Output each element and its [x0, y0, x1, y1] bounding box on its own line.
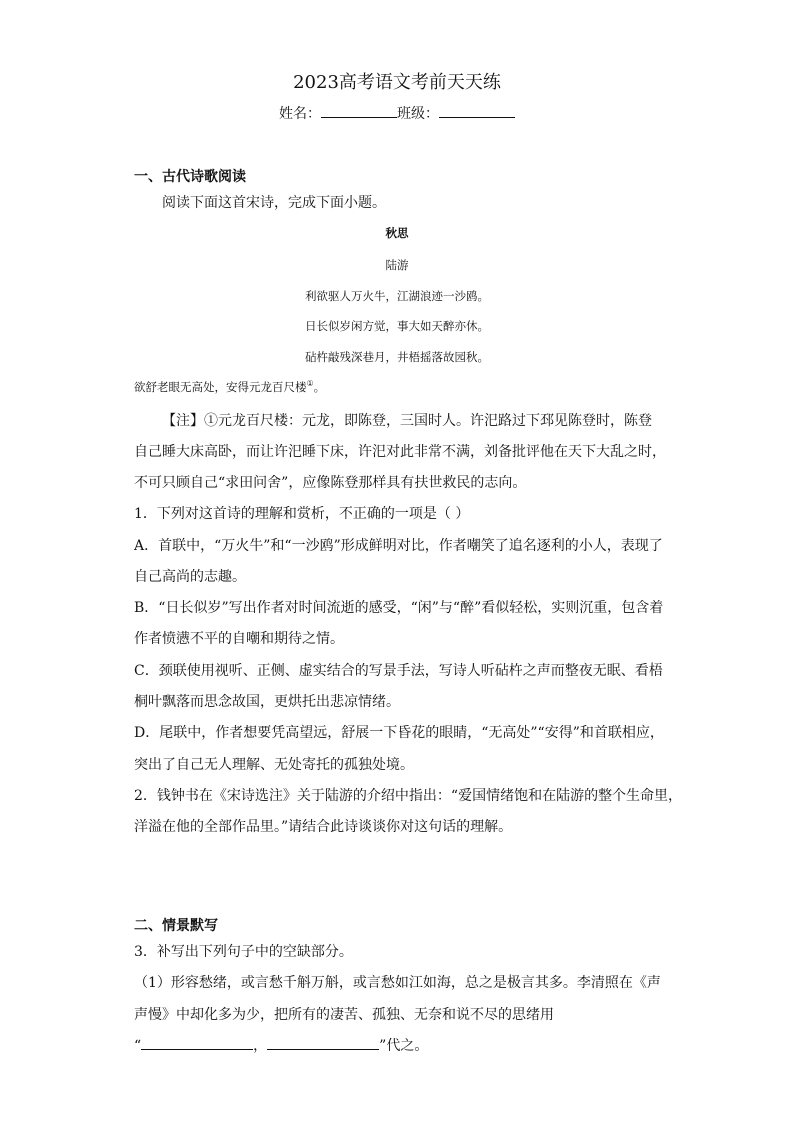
close-quote: ”代之。 [379, 1038, 429, 1054]
answer-blank-1[interactable] [141, 1035, 253, 1050]
question-3-1-line2: 声慢》中却化多为少，把所有的凄苦、孤独、无奈和说不尽的思绪用 [134, 1007, 554, 1023]
poem-line: 利欲驱人万火牛，江湖浪迹一沙鸥。 [305, 289, 489, 303]
note-line: 不可只顾自己“求田问舍”，应像陈登那样具有扶世救民的志向。 [134, 475, 527, 491]
option-c-line1: C．颈联使用视听、正侧、虚实结合的写景手法，写诗人听砧杵之声而整夜无眠、看梧 [134, 663, 663, 679]
name-blank [321, 103, 397, 118]
option-d-line1: D．尾联中，作者想要凭高望远，舒展一下昏花的眼睛，“无高处”“安得”和首联相应， [134, 725, 664, 741]
question-3-1-line1: （1）形容愁绪，或言愁千斛万斛，或言愁如江如海，总之是极言其多。李清照在《声 [134, 975, 661, 991]
note-line: 自己睡大床高卧，而让许汜睡下床，许汜对此非常不满，刘备批评他在天下大乱之时， [134, 444, 666, 460]
section-heading-dictation: 二、情景默写 [134, 918, 218, 934]
class-label: 班级： [397, 106, 439, 122]
poem-last-line [134, 379, 325, 395]
option-d-line2: 突出了自己无人理解、无处寄托的孤独处境。 [134, 757, 414, 773]
footnote-marker: ① [306, 379, 314, 389]
option-c-line2: 桐叶飘落而思念故国，更烘托出悲凉情绪。 [134, 694, 400, 710]
student-info-line [0, 103, 794, 123]
option-b-line2: 作者愤懑不平的自嘲和期待之情。 [134, 631, 344, 647]
answer-blank-2[interactable] [267, 1035, 379, 1050]
section-heading-poetry: 一、古代诗歌阅读 [134, 169, 246, 185]
name-label: 姓名： [279, 106, 321, 122]
open-quote: “ [134, 1038, 142, 1054]
poem-title: 秋思 [385, 226, 409, 240]
question-3-stem: 3．补写出下列句子中的空缺部分。 [134, 944, 353, 960]
poem-last-line-text: 欲舒老眼无高处，安得元龙百尺楼 [134, 380, 307, 394]
page-title: 2023高考语文考前天天练 [293, 72, 501, 93]
question-2-line1: 2．钱钟书在《宋诗选注》关于陆游的介绍中指出：“爱国情绪饱和在陆游的整个生命里， [134, 788, 683, 804]
poem-line: 砧杵敲残深巷月，井梧摇落故园秋。 [305, 350, 489, 364]
question-3-1-fill-line [134, 1035, 428, 1055]
question-2-line2: 洋溢在他的全部作品里。”请结合此诗谈谈你对这句话的理解。 [134, 819, 513, 835]
poem-line: 日长似岁闲方觉，事大如天醉亦休。 [305, 319, 489, 333]
separator: ， [253, 1038, 268, 1054]
section-intro: 阅读下面这首宋诗，完成下面小题。 [162, 195, 386, 211]
option-b-line1: B．“日长似岁”写出作者对时间流逝的感受，“闲”与“醉”看似轻松，实则沉重，包含着 [134, 600, 664, 616]
option-a-line1: A．首联中，“万火牛”和“一沙鸥”形成鲜明对比，作者嘲笑了追名逐利的小人，表现了 [134, 538, 663, 554]
poem-author: 陆游 [385, 258, 409, 272]
poem-last-punct: 。 [313, 380, 326, 394]
question-1-stem: 1．下列对这首诗的理解和赏析，不正确的一项是（ ） [134, 506, 470, 522]
note-line: 【注】①元龙百尺楼：元龙，即陈登，三国时人。许汜路过下邳见陈登时，陈登 [162, 413, 652, 429]
option-a-line2: 自己高尚的志趣。 [134, 569, 246, 585]
class-blank [439, 103, 515, 118]
